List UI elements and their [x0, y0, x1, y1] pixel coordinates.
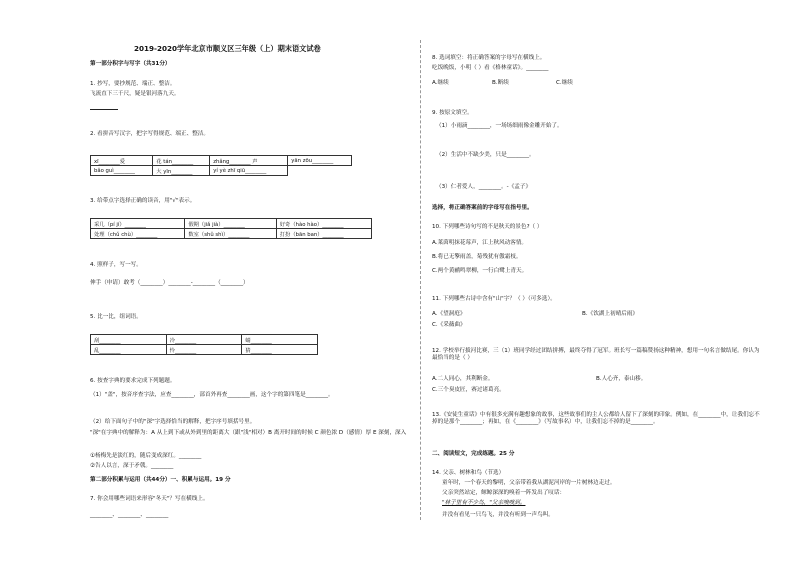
section-3-heading: 二、阅读短文，完成练题。25 分 [432, 451, 515, 457]
reading-cell[interactable]: 打扮（bān ban）________ [276, 229, 371, 239]
pinyin-cell[interactable]: xī________爱 [91, 156, 153, 166]
question-1-poem: 飞流直下三千尺，疑是银河落九天。 [90, 91, 180, 97]
question-6: 6. 按查字典的要求完成下列题题。 [90, 378, 176, 384]
table-row [91, 335, 318, 345]
pinyin-cell[interactable]: yān zōu________ [288, 156, 352, 166]
question-2: 2. 看拼音写汉字，把字写得规范、端正、整洁。 [90, 131, 209, 137]
pinyin-cell[interactable]: bǎo guì________ [91, 166, 153, 176]
option-c[interactable]: C.两个黄鹂鸣翠柳，一行白鹭上青天。 [432, 268, 528, 274]
compare-cell[interactable]: 刮________ [91, 335, 167, 345]
option-a[interactable]: A.二人同心，其利断金。 [432, 376, 494, 382]
table-row [91, 229, 372, 239]
table-row [91, 345, 318, 355]
pinyin-cell[interactable]: 花 tán________ [153, 156, 210, 166]
option-b[interactable]: B.将已无擎雨盖，菊残犹有傲霜枝。 [432, 254, 522, 260]
option-a[interactable]: A.莱茵明抹花莓声，江上秋风动客情。 [432, 240, 528, 246]
question-3: 3. 给带点字选择正确的读音，用"√"表示。 [90, 198, 196, 204]
left-column [90, 0, 410, 562]
compare-cell[interactable]: 乱________ [91, 345, 167, 355]
question-8: 8. 选词填空：将正确答案的字母写在横线上。 [432, 55, 546, 61]
question-7-answer: ________、________、________ [90, 512, 169, 518]
section-1-heading: 第一部分积字与写字（共31分） [90, 61, 171, 67]
table-row [91, 166, 352, 176]
question-13: 13.《安徒生童话》中有很多充满有趣想象的故事，这些故事们的主人公都给人留下了深刻的印象。例如，在________中，让我们忘不掉的是那个________；再如，在《________》（写故事名）中，让我们忘不掉的是________。 [432, 412, 760, 425]
question-6-sentence-b: ②告人以言，深于矛戟。________ [90, 463, 174, 469]
option-c[interactable]: C.三个臭皮匠，赛过诸葛亮。 [432, 387, 505, 393]
table-row [91, 219, 372, 229]
compare-cell[interactable]: 猜________ [242, 345, 318, 355]
option-a[interactable]: A.继续 [432, 80, 449, 86]
answer-line [90, 103, 118, 110]
column-divider [420, 40, 421, 520]
reading-cell[interactable]: 假期（jiǎ jià）________ [185, 219, 276, 229]
option-b[interactable]: B.人心齐，泰山移。 [596, 376, 647, 382]
pinyin-cell[interactable]: yí yè zhī qiū________ [210, 166, 288, 176]
question-4: 4. 照样子，写一写。 [90, 262, 142, 268]
option-b[interactable]: B.断续 [492, 80, 509, 86]
compare-table [90, 334, 318, 355]
option-b[interactable]: B.《饮湖上初晴后雨》 [582, 311, 638, 317]
right-column [432, 0, 762, 562]
question-8-text: 吃饭晚饭，小明（ ）看《格林童话》。________ [432, 65, 549, 71]
question-5: 5. 比一比，组词语。 [90, 314, 142, 320]
reading-cell[interactable]: 数室（shǔ shì）________ [185, 229, 276, 239]
pinyin-cell-empty [288, 166, 352, 176]
readings-table [90, 218, 372, 239]
question-9-part-1: （1）小雨滴________，一场场细雨像金雕开始了。 [436, 123, 563, 129]
reading-cell[interactable]: 采几（pí jí）________ [91, 219, 185, 229]
compare-cell[interactable]: 冷________ [166, 335, 242, 345]
question-9-part-2: （2）生活中不缺少美，只是________。 [436, 152, 535, 158]
instruction-note: 选择，将正确答案前的字母写在指号里。 [432, 205, 533, 211]
question-11: 11. 下列哪些古诗中含有"山"字？（ ）（可多选）。 [432, 296, 556, 302]
compare-cell[interactable]: 蜻________ [242, 335, 318, 345]
question-14-title: 14. 父亲、树林和鸟（节选） [432, 470, 505, 476]
pinyin-cell[interactable]: zhǎng________ 声 [210, 156, 288, 166]
passage-paragraph: 并没有看见一只鸟飞，并没有听到一声鸟叫。 [442, 512, 554, 518]
question-1: 1. 抄写，要抄规范、端正、整洁。 [90, 81, 176, 87]
question-6-sentence-a: ①杨梅先是淡红的，随后变成深红。________ [90, 453, 202, 459]
question-12: 12. 学校举行拔河比赛，三（1）班同学经过团结拼搏，最终夺得了冠军。班长写一篇稿赞扬这种精神，想用一句名言做结尾。你认为最恰当的是（ ） [432, 348, 760, 361]
question-9: 9. 按原文填空。 [432, 110, 473, 116]
question-9-part-3: （3）仁者爱人，________。-《孟子》 [436, 184, 532, 190]
option-c[interactable]: C.继续 [556, 80, 573, 86]
table-row [91, 156, 352, 166]
reading-cell[interactable]: 好奇（hào hào）________ [276, 219, 371, 229]
passage-paragraph: 父亲突然站定，鲸鲸深深的嗅着一阵发出了叹话： [442, 490, 566, 496]
passage-quote: "林子里有不少鸟，"父亲嗅嗅到。 [442, 500, 526, 506]
question-6-definition: "深"在字典中的解释为：A 从上到下或从外到里的距离大（跟"浅"相对）B 离开时间的时候 C 颜色浓 D（感情）厚 E 深刻，深入 [90, 430, 407, 436]
page-title: 2019-2020学年北京市顺义区三年级（上）期末语文试卷 [134, 44, 321, 53]
question-4-pattern: 伸手（申请）敢考（________）________-________（________） [90, 280, 249, 286]
pinyin-cell[interactable]: 大 yīn________ [153, 166, 210, 176]
reading-cell[interactable]: 处理（chǔ chù）________ [91, 229, 185, 239]
question-10: 10. 下列哪些诗句写的不是秋天的景色?（ ） [432, 224, 543, 230]
question-6-part-1: （1）"盖"，按音序查字法，应查________，部首外再查________画，这个字的第四笔是________。 [90, 392, 334, 398]
question-7: 7. 你会用哪些词语来形容"冬天"？写在横线上。 [90, 496, 209, 502]
pinyin-table [90, 155, 352, 176]
compare-cell[interactable]: 怜________ [166, 345, 242, 355]
section-2-heading: 第二部分积累与运用（共44分）一、积累与运用。19 分 [90, 477, 231, 483]
passage-paragraph: 童年时，一个春天的黎明，父亲带着我从湖泥河岸的一片树林边走过。 [442, 480, 616, 486]
option-a[interactable]: A.《望洞庭》 [432, 311, 466, 317]
question-6-part-2: （2）给下面句子中的"深"字选择恰当的解释，把字序号填括号里。 [90, 419, 256, 425]
option-c[interactable]: C.《采薇曲》 [432, 322, 466, 328]
